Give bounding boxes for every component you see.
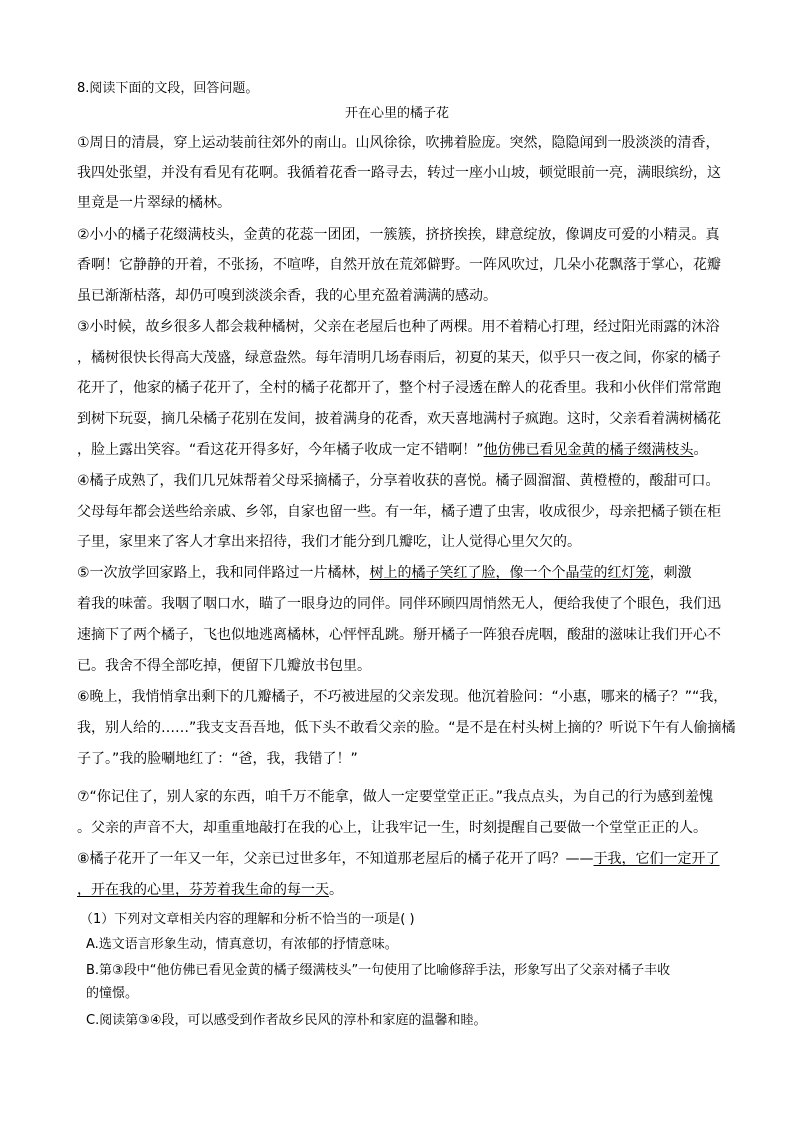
p5-line-1-text: ⑤一次放学回家路上，我和同伴路过一片橘林， [77, 565, 370, 581]
p3-line-3: 花开了，他家的橘子花开了，全村的橘子花都开了，整个村子浸透在醉人的花香里。我和小伙伴们常常跑 [77, 380, 721, 396]
p3-line-1: ③小时候，故乡很多人都会栽种橘树，父亲在老屋后也种了两棵。用不着精心打理，经过阳光雨露的沐浴 [77, 319, 720, 335]
option-b-line-2: 的憧憬。 [86, 986, 139, 1001]
p7-line-1: ⑦“你记住了，别人家的东西，咱千万不能拿，做人一定要堂堂正正。”我点点头，为自己的行为感到羞愧 [77, 789, 714, 805]
question-header: 8.阅读下面的文段，回答问题。 [77, 81, 259, 96]
p2-line-3: 虽已渐渐枯落，却仍可嗅到淡淡余香，我的心里充盈着满满的感动。 [77, 288, 497, 304]
p7-line-2: 。父亲的声音不大，却重重地敲打在我的心上，让我牢记一生，时刻提醒自己要做一个堂堂正正的人。 [77, 820, 707, 836]
p1-line-3: 里竟是一片翠绿的橘林。 [77, 195, 231, 211]
p3-line-2: ，橘树很快长得高大茂盛，绿意盎然。每年清明几场春雨后，初夏的某天，似乎只一夜之间，你家的橘子 [77, 350, 721, 366]
p5-line-1 [77, 563, 692, 583]
passage-title: 开在心里的橘子花 [344, 106, 449, 121]
p3-line-5 [77, 440, 708, 460]
p3-line-4: 到树下玩耍，摘几朵橘子花别在发间，披着满身的花香，欢天喜地满村子疯跑。这时，父亲看着满树橘花 [77, 411, 721, 427]
option-b-line-1: B.第③段中“他仿佛已看见金黄的橘子缀满枝头”一句使用了比喻修辞手法，形象写出了父亲对橘子丰收 [86, 963, 671, 978]
p8-underlined-sentence-part2: ，开在我的心里，芬芳着我生命的每一天 [77, 882, 329, 898]
p8-line-1 [77, 849, 720, 869]
p4-line-3: 子里，家里来了客人才拿出来招待，我们才能分到几瓣吃，让人觉得心里欠欠的。 [77, 534, 581, 550]
p8-underlined-sentence-part1: 于我，它们一定开了 [593, 851, 720, 867]
p6-line-1: ⑥晚上，我悄悄拿出剩下的几瓣橘子，不巧被进屋的父亲发现。他沉着脸问：“小惠，哪来的橘子？”“我， [77, 689, 728, 705]
p8-line-2-end: 。 [329, 882, 343, 898]
p5-line-3: 速摘下了两个橘子，飞也似地逃离橘林，心怦怦乱跳。掰开橘子一阵狼吞虎咽，酸甜的滋味让我们开心不 [77, 627, 721, 643]
p3-underlined-sentence: 他仿佛已看见金黄的橘子缀满枝头 [483, 442, 694, 458]
option-c: C.阅读第③④段，可以感受到作者故乡民风的淳朴和家庭的温馨和睦。 [86, 1013, 487, 1028]
p6-line-2: 我，别人给的……”我支支吾吾地，低下头不敢看父亲的脸。“是不是在村头树上摘的？听说下午有人偷摘橘 [77, 720, 736, 736]
p6-line-3: 子了。”我的脸唰地红了：“爸，我，我错了！” [77, 751, 358, 767]
p4-line-2: 父母每年都会送些给亲戚、乡邻，自家也留一些。有一年，橘子遭了虫害，收成很少，母亲把橘子锁在柜 [77, 504, 721, 520]
p2-line-1: ②小小的橘子花缀满枝头，金黄的花蕊一团团，一簇簇，挤挤挨挨，肆意绽放，像调皮可爱的小精灵。真 [77, 227, 720, 243]
p8-line-2 [77, 880, 343, 900]
p5-underlined-sentence: 树上的橘子笑红了脸，像一个个晶莹的红灯笼 [369, 565, 650, 581]
p5-line-4: 已。我舍不得全部吃掉，便留下几瓣放书包里。 [77, 658, 371, 674]
p3-line-5-end: 。 [693, 442, 708, 458]
p5-line-2: 着我的味蕾。我咽了咽口水，瞄了一眼身边的同伴。同伴环顾四周悄然无人，便给我使了个眼色，我们迅 [77, 596, 721, 612]
p1-line-1: ①周日的清晨，穿上运动装前往郊外的南山。山风徐徐，吹拂着脸庞。突然，隐隐闻到一股淡淡的清香， [77, 135, 720, 151]
p3-line-5-text: ，脸上露出笑容。“看这花开得多好，今年橘子收成一定不错啊！” [77, 442, 484, 458]
p5-line-1-end: ，刺激 [649, 565, 692, 581]
option-a: A.选文语言形象生动，情真意切，有浓郁的抒情意味。 [86, 937, 398, 952]
p8-line-1-text: ⑧橘子花开了一年又一年，父亲已过世多年，不知道那老屋后的橘子花开了吗？—— [77, 851, 594, 867]
sub-question-stem: （1）下列对文章相关内容的理解和分析不恰当的一项是( ) [80, 912, 415, 927]
p1-line-2: 我四处张望，并没有看见有花啊。我循着花香一路寻去，转过一座小山坡，顿觉眼前一亮，满眼缤纷，这 [77, 165, 721, 181]
p4-line-1: ④橘子成熟了，我们几兄妹帮着父母采摘橘子，分享着收获的喜悦。橘子圆溜溜、黄橙橙的，酸甜可口。 [77, 473, 720, 489]
p2-line-2: 香啊！它静静的开着，不张扬，不喧哗，自然开放在荒郊僻野。一阵风吹过，几朵小花飘落于掌心，花瓣 [77, 257, 721, 273]
